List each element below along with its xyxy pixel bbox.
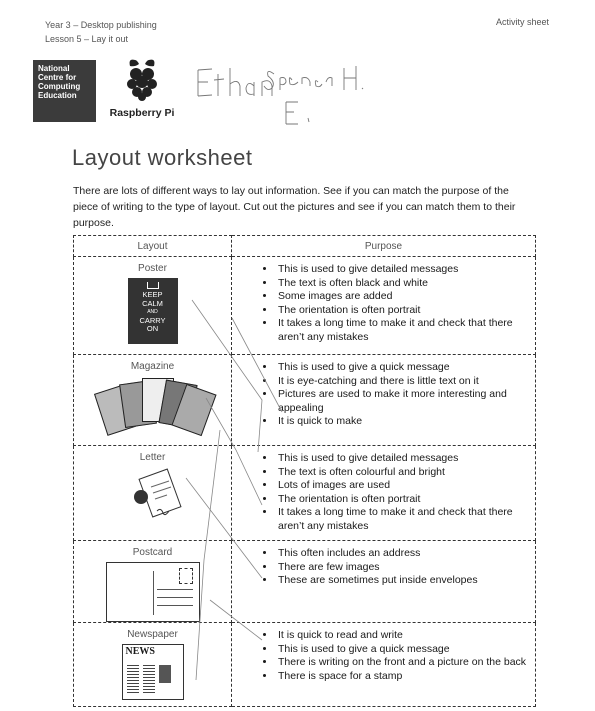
course-label: Year 3 – Desktop publishing [45,20,157,30]
pencil-line [210,600,262,640]
layout-name: Newspaper [127,629,178,640]
purpose-item: • It is quick to read and write [276,629,535,643]
raspberry-pi-wordmark: Raspberry Pi [109,107,175,119]
pencil-line [196,430,220,680]
layout-name: Magazine [130,361,175,372]
layout-name: Poster [138,263,167,274]
ncce-logo-line: Computing [38,82,81,91]
purpose-item: • This is used to give detailed messages [276,452,535,466]
purpose-item: • These are sometimes put inside envelopes [276,574,535,588]
purpose-item: • Lots of images are used [276,479,535,493]
purpose-item: • It is quick to make [276,415,535,429]
poster-text: CALM [142,298,163,308]
ncce-logo-line: Centre for [38,73,77,82]
poster-text: AND [147,309,158,315]
purpose-item: • Some images are added [276,290,535,304]
ncce-logo-line: National [38,64,70,73]
poster-text: KEEP [142,290,163,299]
purpose-item: • The text is often colourful and bright [276,466,535,480]
newspaper-masthead: NEWS [125,646,155,657]
purpose-item: • This often includes an address [276,547,535,561]
poster-text: ON [146,324,159,333]
purpose-item: • The orientation is often portrait [276,493,535,507]
purpose-item: • There are few images [276,561,535,575]
purpose-item: • This is used to give a quick message [276,643,535,657]
purpose-item: • It is eye-catching and there is little text on it [276,375,535,389]
purpose-item: • This is used to give a quick message [276,361,535,375]
purpose-item: • Pictures are used to make it more interesting and appealing [276,388,535,415]
doc-type-label: Activity sheet [496,17,550,27]
layout-column-header: Layout [74,236,232,257]
poster-text: CARRY [139,315,166,325]
pencil-line [186,478,262,578]
purpose-item: • There is writing on the front and a picture on the back [276,656,535,670]
intro-paragraph: There are lots of different ways to lay out information. See if you can match the purpose of the piece of writing to the type of layout. Cut out the pictures and see if you can match them to their purpose. [73,185,516,229]
purpose-column-header: Purpose [232,236,536,257]
layout-name: Letter [139,452,166,463]
pencil-line [192,300,262,452]
purpose-item: • It takes a long time to make it and check that there aren’t any mistakes [276,506,535,533]
purpose-item: • There is space for a stamp [276,670,535,684]
purpose-item: • The text is often black and white [276,277,535,291]
lesson-label: Lesson 5 – Lay it out [45,34,129,44]
page-title: Layout worksheet [72,145,253,170]
purpose-item: • This is used to give detailed messages [276,263,535,277]
pencil-line [206,398,262,505]
ncce-logo-line: Education [38,91,77,100]
pencil-line [232,318,282,412]
layout-name: Postcard [132,547,173,558]
purpose-item: • It takes a long time to make it and check that there aren’t any mistakes [276,317,535,344]
purpose-item: • The orientation is often portrait [276,304,535,318]
